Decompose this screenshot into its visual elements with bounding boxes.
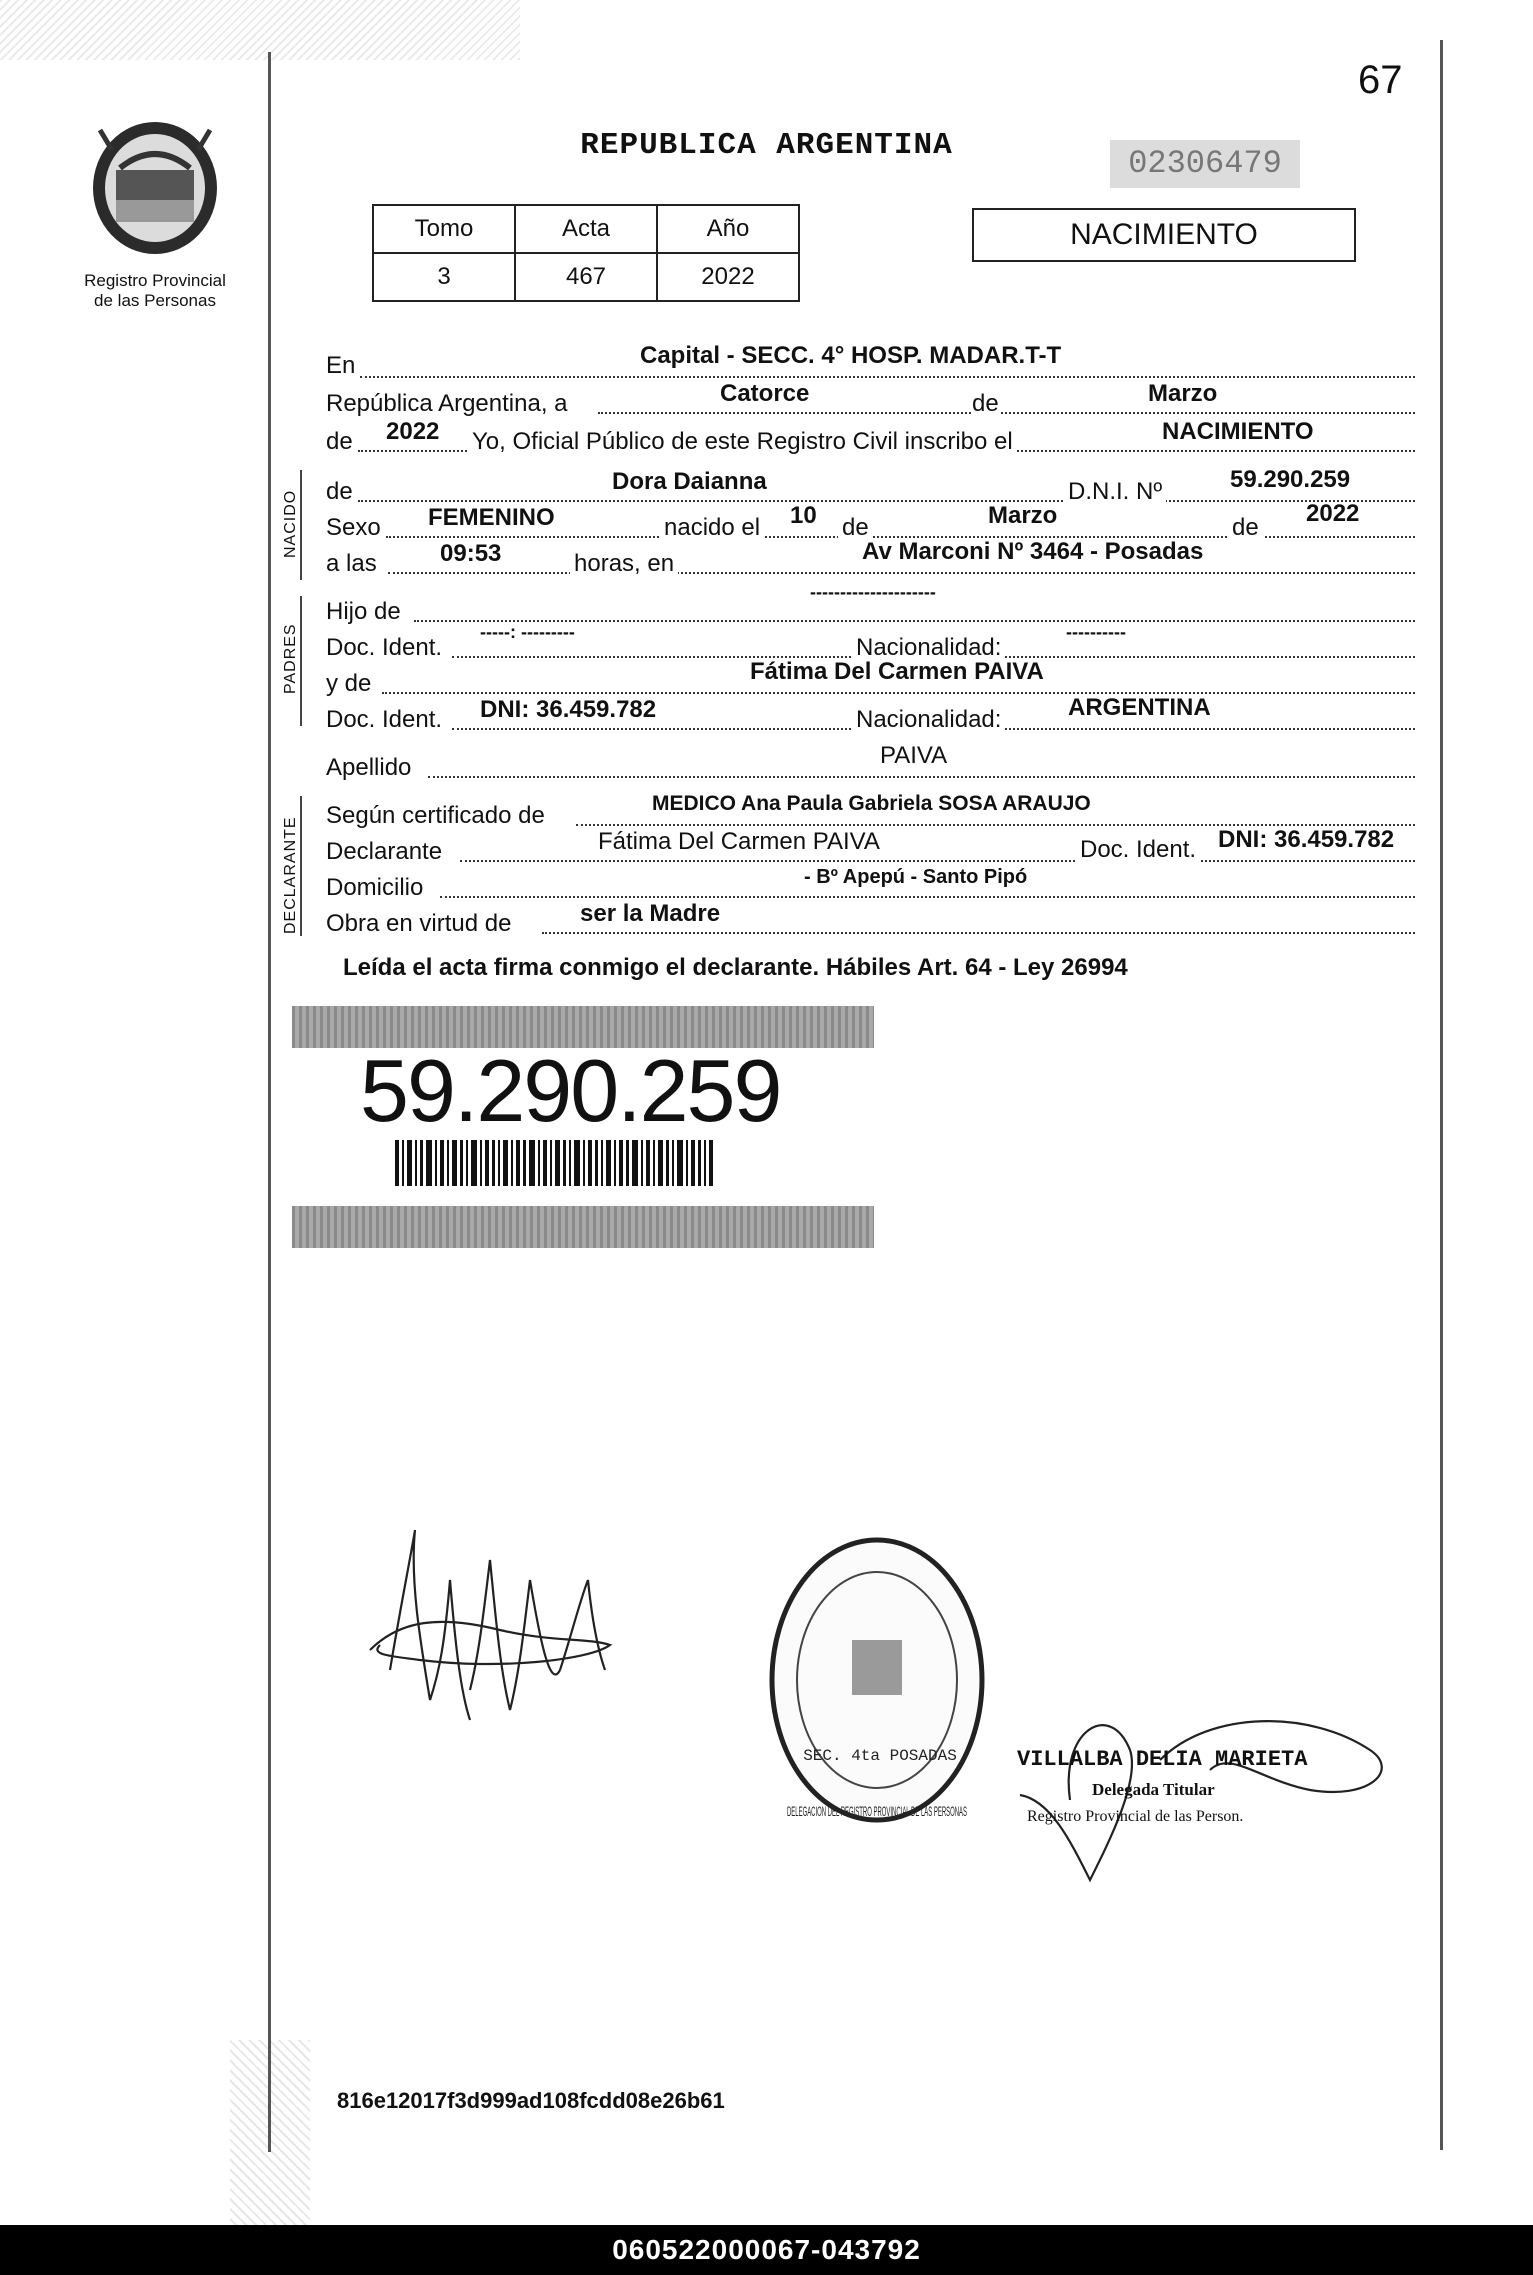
- value-dia-nacimiento: 10: [790, 502, 817, 529]
- country-title: REPUBLICA ARGENTINA: [580, 128, 953, 163]
- signatory-org: Registro Provincial de las Person.: [1027, 1808, 1244, 1825]
- label-de3: de: [1228, 514, 1263, 542]
- label-republica: República Argentina, a: [326, 390, 568, 417]
- signatory-name: VILLALBA DELIA MARIETA: [1017, 1747, 1308, 1772]
- value-madre-doc: DNI: 36.459.782: [480, 696, 657, 723]
- left-margin-line: [268, 52, 271, 2152]
- section-divider: [300, 596, 302, 726]
- seal-ring-text: DELEGACION DEL REGISTRO PROVINCIAL DE LAS PERSONAS: [787, 1803, 967, 1819]
- signatory-role: Delegada Titular: [1092, 1780, 1215, 1799]
- value-mes-nacimiento: Marzo: [988, 502, 1058, 529]
- value-padre: ---------------------: [810, 582, 936, 602]
- official-seal: [762, 1520, 992, 1840]
- label-doc-ident-1: Doc. Ident.: [326, 634, 443, 661]
- value-padre-doc: -----: ---------: [480, 622, 575, 642]
- section-declarante: DECLARANTE: [282, 816, 299, 934]
- label-a-las: a las: [326, 550, 377, 577]
- registry-label-line2: de las Personas: [94, 291, 216, 310]
- declarant-signature: [360, 1520, 620, 1740]
- value-mes-inscripcion: Marzo: [1148, 380, 1218, 407]
- dotted-line: [428, 776, 1415, 778]
- dni-label-number: 59.290.259: [360, 1041, 781, 1140]
- label-band-bottom: [292, 1206, 874, 1248]
- label-nacionalidad-2: Nacionalidad:: [852, 706, 1005, 734]
- value-dia-letras: Catorce: [720, 380, 810, 407]
- serial-stamp: 02306479: [1110, 140, 1300, 188]
- dotted-line: [388, 572, 1415, 574]
- value-sexo: FEMENINO: [428, 504, 555, 531]
- section-divider: [300, 796, 302, 936]
- label-doc-ident-2: Doc. Ident.: [326, 706, 443, 733]
- dotted-line: [460, 860, 1415, 862]
- label-hijo-de: Hijo de: [326, 598, 401, 625]
- label-horas-en: horas, en: [570, 550, 678, 578]
- scan-shading-top: [0, 0, 520, 60]
- value-madre: Fátima Del Carmen PAIVA: [750, 658, 1044, 685]
- value-dni: 59.290.259: [1230, 466, 1351, 493]
- label-domicilio: Domicilio: [326, 874, 424, 901]
- value-hora: 09:53: [440, 540, 502, 567]
- label-en: En: [326, 352, 356, 379]
- header-acta: Acta: [515, 205, 657, 253]
- value-anio-nacimiento: 2022: [1306, 500, 1360, 527]
- value-acta: 467: [515, 253, 657, 301]
- value-nombre: Dora Daianna: [612, 468, 767, 495]
- barcode-icon: [395, 1140, 713, 1186]
- page-number: 67: [1358, 58, 1403, 102]
- label-de-anio: de: [326, 428, 353, 455]
- label-dni: D.N.I. Nº: [1064, 478, 1166, 506]
- header-anio: Año: [657, 205, 799, 253]
- label-nacido-el: nacido el: [660, 514, 764, 542]
- label-doc-ident-decl: Doc. Ident.: [1076, 836, 1200, 864]
- label-segun-certificado: Según certificado de: [326, 802, 545, 829]
- dotted-line: [440, 896, 1415, 898]
- reading-statement: Leída el acta firma conmigo el declarante. Hábiles Art. 64 - Ley 26994: [343, 954, 1128, 981]
- dotted-line: [382, 692, 1415, 694]
- right-margin-line: [1440, 40, 1443, 2150]
- dotted-line: [360, 376, 1415, 378]
- value-anio: 2022: [657, 253, 799, 301]
- value-lugar: Capital - SECC. 4° HOSP. MADAR.T-T: [640, 342, 1062, 369]
- label-de2: de: [838, 514, 873, 542]
- value-declarante-doc: DNI: 36.459.782: [1218, 826, 1395, 853]
- footer-code: 060522000067-043792: [612, 2234, 921, 2265]
- label-de-mes: de: [972, 390, 999, 417]
- label-yo-oficial: Yo, Oficial Público de este Registro Civil inscribo el: [468, 428, 1017, 456]
- value-tipo-inscripcion: NACIMIENTO: [1162, 418, 1314, 445]
- registry-table: [372, 204, 800, 302]
- value-padre-nacionalidad: ----------: [1066, 622, 1126, 642]
- registry-label-line1: Registro Provincial: [84, 271, 226, 290]
- value-lugar-nacimiento: Av Marconi Nº 3464 - Posadas: [862, 538, 1204, 565]
- label-sexo: Sexo: [326, 514, 381, 541]
- label-y-de: y de: [326, 670, 372, 697]
- value-certificado: MEDICO Ana Paula Gabriela SOSA ARAUJO: [652, 792, 1091, 815]
- section-nacido: NACIDO: [282, 489, 299, 558]
- dotted-line: [358, 500, 1415, 502]
- label-obra-en-virtud: Obra en virtud de: [326, 910, 512, 937]
- value-anio-inscripcion: 2022: [386, 418, 440, 445]
- value-tomo: 3: [373, 253, 515, 301]
- header-tomo: Tomo: [373, 205, 515, 253]
- dotted-line: [542, 932, 1415, 934]
- seal-center-text: SEC. 4ta POSADAS: [803, 1747, 957, 1765]
- label-apellido: Apellido: [326, 754, 412, 781]
- act-type-box: NACIMIENTO: [972, 208, 1356, 262]
- label-nacionalidad-1: Nacionalidad:: [852, 634, 1005, 662]
- value-domicilio: - Bº Apepú - Santo Pipó: [804, 866, 1028, 888]
- section-divider: [300, 470, 302, 580]
- value-madre-nacionalidad: ARGENTINA: [1068, 694, 1211, 721]
- value-apellido: PAIVA: [880, 742, 948, 769]
- value-obra-en-virtud: ser la Madre: [580, 900, 721, 927]
- value-declarante: Fátima Del Carmen PAIVA: [598, 828, 880, 855]
- label-de-nombre: de: [326, 478, 353, 505]
- dotted-line: [598, 412, 1415, 414]
- label-declarante: Declarante: [326, 838, 443, 865]
- document-hash: 816e12017f3d999ad108fcdd08e26b61: [337, 2088, 725, 2113]
- section-padres: PADRES: [282, 623, 299, 694]
